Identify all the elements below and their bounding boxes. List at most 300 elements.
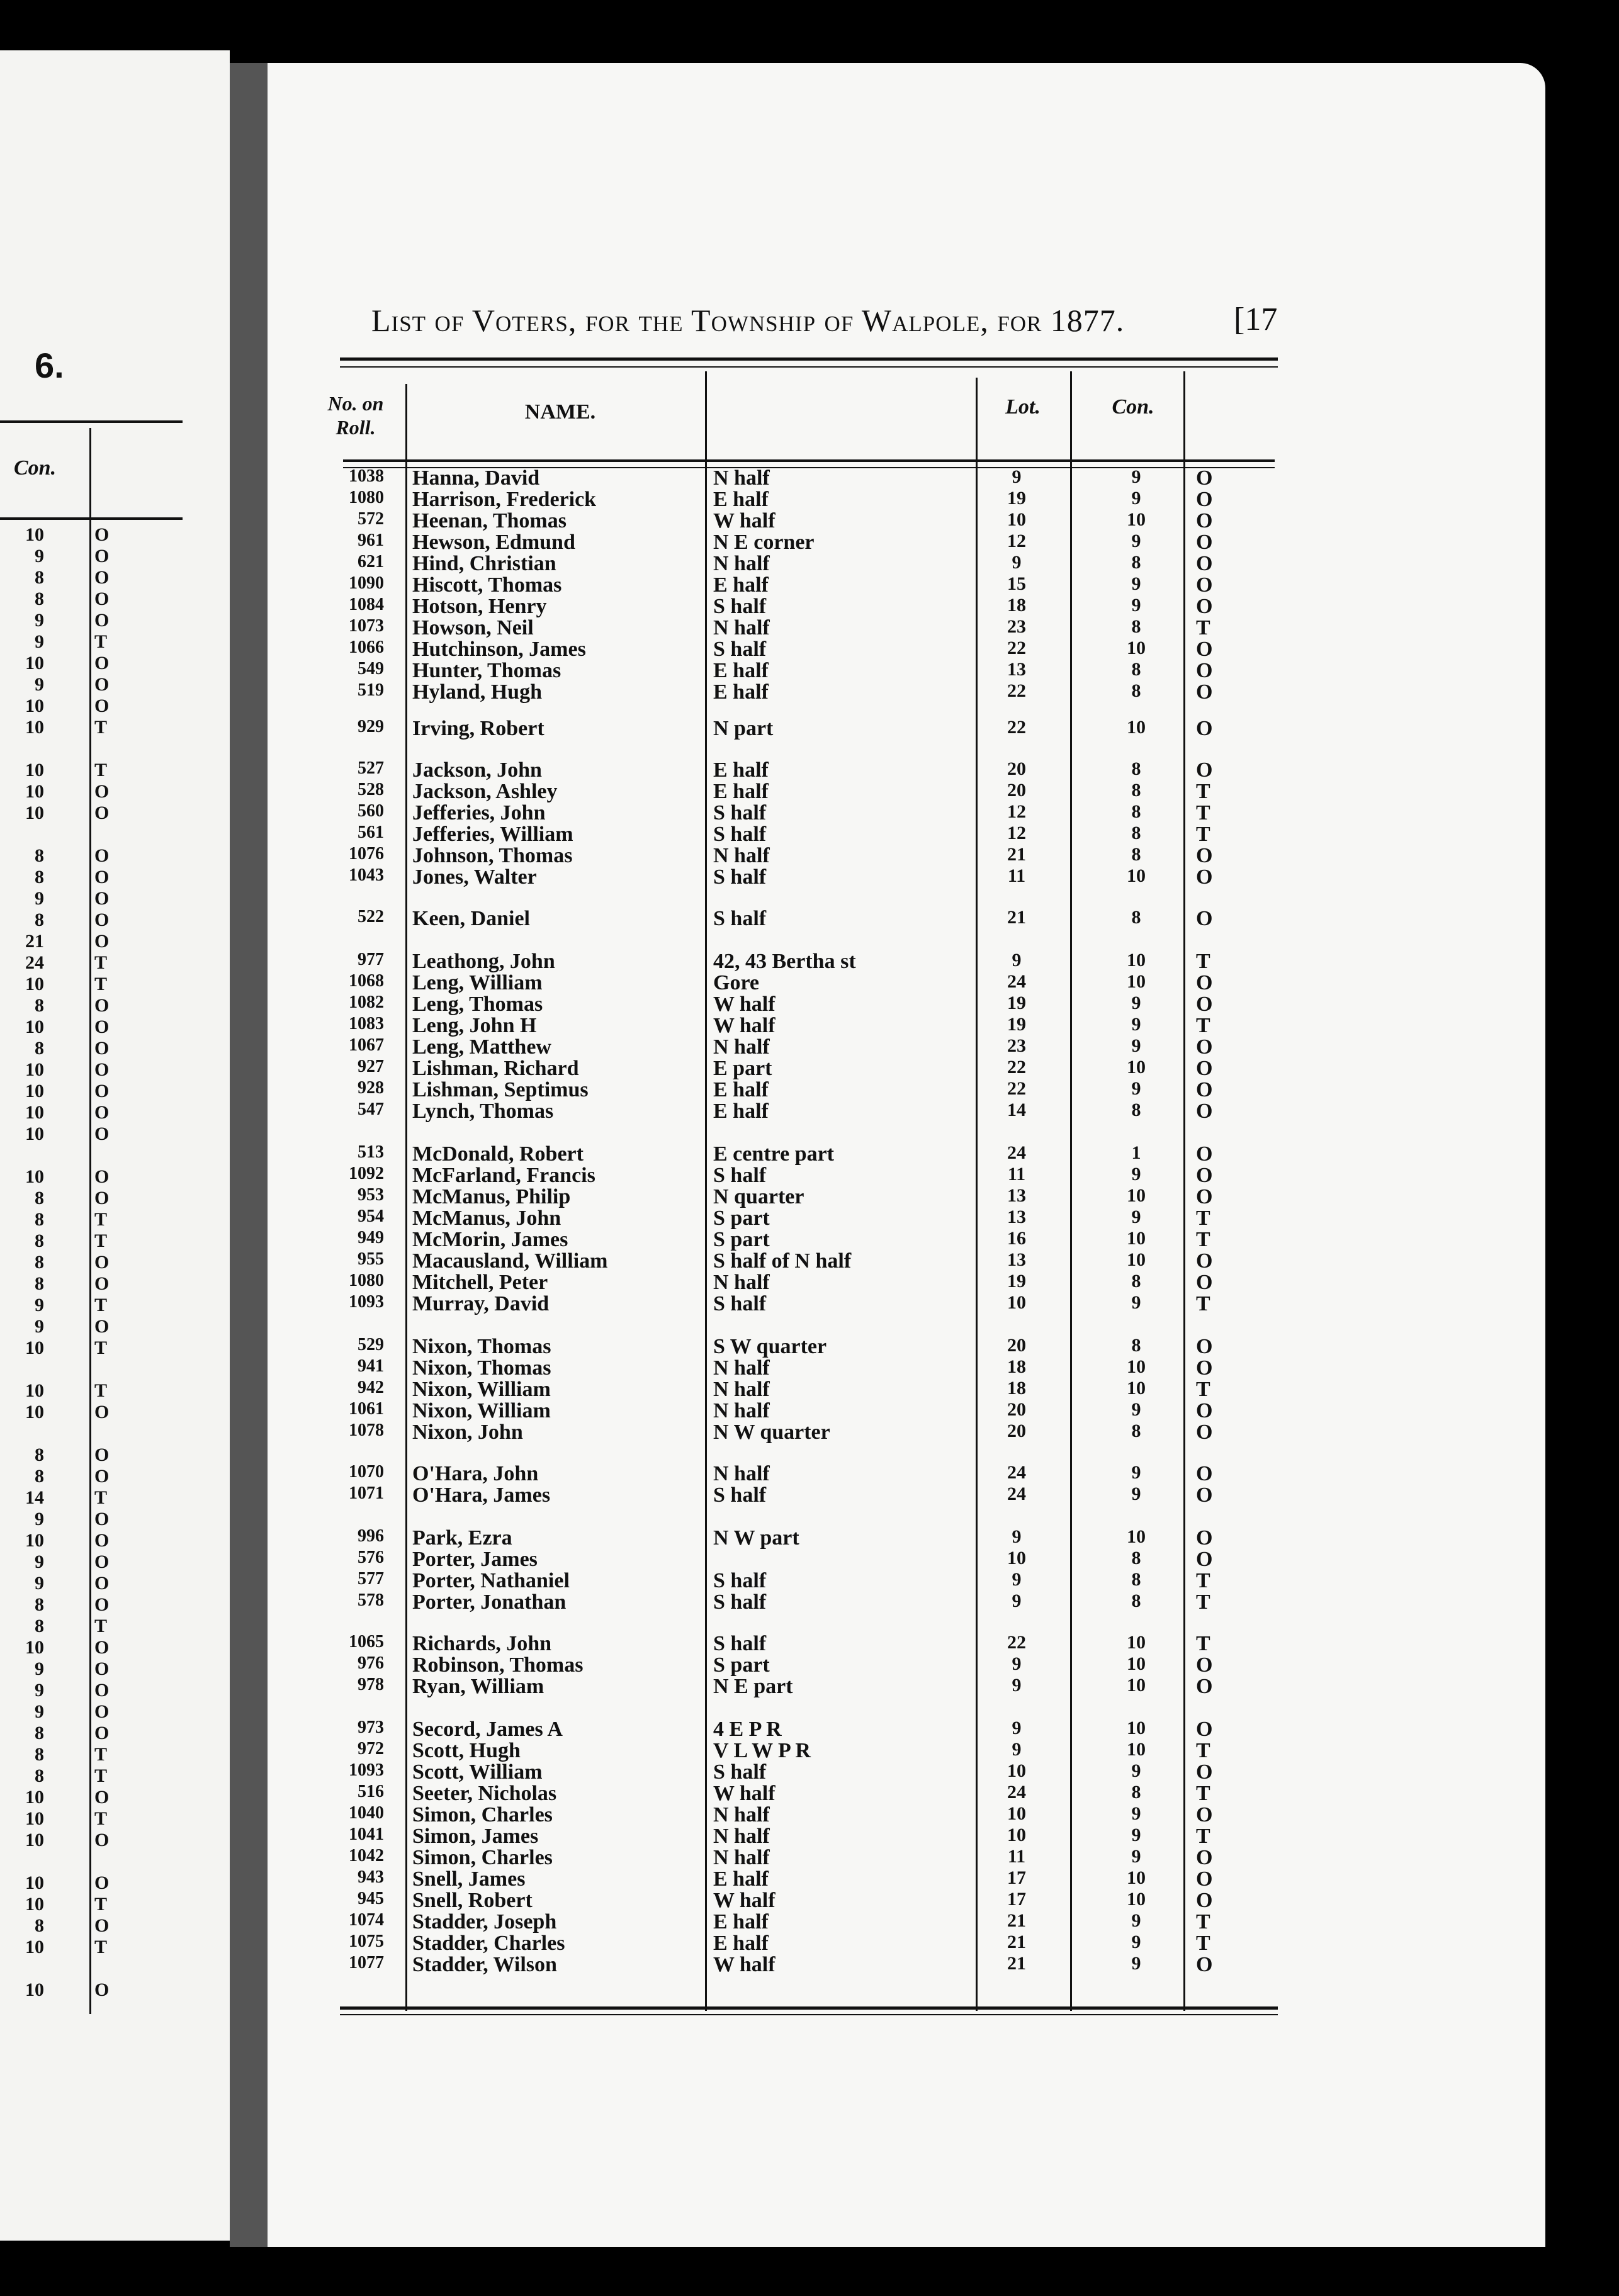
voter-name: Porter, Nathaniel [412, 1569, 570, 1592]
left-code-value: O [94, 1979, 110, 2000]
left-con-value: 9 [35, 610, 44, 631]
left-con-value: 10 [25, 1872, 44, 1893]
lot-number: 21 [1007, 907, 1026, 928]
concession-number: 9 [1131, 466, 1141, 487]
left-con-value: 10 [25, 1123, 44, 1144]
roll-number: 549 [358, 659, 384, 678]
left-code-value: O [94, 1830, 110, 1850]
left-con-value: 8 [35, 845, 44, 866]
land-description: E half [713, 573, 769, 597]
concession-number: 10 [1127, 1228, 1146, 1249]
lot-number: 22 [1007, 717, 1026, 738]
lot-number: 13 [1007, 1185, 1026, 1206]
voter-name: Keen, Daniel [412, 907, 530, 930]
concession-number: 9 [1131, 1014, 1141, 1035]
status-code: O [1196, 680, 1213, 704]
voter-name: Simon, Charles [412, 1846, 553, 1869]
voter-name: Jefferies, William [412, 823, 573, 846]
concession-number: 9 [1131, 1078, 1141, 1099]
left-code-value: T [94, 974, 108, 994]
land-description: N half [713, 1825, 770, 1848]
status-code: O [1196, 1760, 1213, 1784]
roll-number: 621 [358, 552, 384, 571]
land-description: S half [713, 1292, 767, 1315]
roll-number: 953 [358, 1185, 384, 1205]
concession-number: 8 [1131, 616, 1141, 637]
roll-number: 1075 [349, 1932, 384, 1951]
left-code-value: O [94, 1680, 110, 1701]
status-code: O [1196, 1462, 1213, 1485]
lot-con-divider [1070, 371, 1072, 2011]
left-code-value: O [94, 546, 110, 566]
left-code-value: T [94, 1765, 108, 1786]
status-code: O [1196, 844, 1213, 867]
left-code-value: O [94, 1188, 110, 1208]
roll-number: 942 [358, 1378, 384, 1397]
left-code-value: T [94, 1337, 108, 1358]
status-code: T [1196, 801, 1210, 824]
left-con-value: 9 [35, 1680, 44, 1701]
roll-number: 1066 [349, 638, 384, 657]
roll-number: 1092 [349, 1164, 384, 1183]
concession-number: 9 [1131, 1953, 1141, 1974]
left-con-value: 8 [35, 567, 44, 588]
left-con-value: 10 [25, 695, 44, 716]
roll-number: 1084 [349, 595, 384, 614]
voter-name: Hunter, Thomas [412, 659, 561, 682]
roll-number: 528 [358, 780, 384, 799]
left-code-value: O [94, 1316, 110, 1337]
status-code: O [1196, 1100, 1213, 1123]
roll-number: 1078 [349, 1421, 384, 1440]
voter-name: Howson, Neil [412, 616, 534, 639]
left-con-value: 10 [25, 1787, 44, 1808]
land-description: W half [713, 1014, 776, 1037]
left-con-value: 10 [25, 1830, 44, 1850]
roll-number: 945 [358, 1889, 384, 1908]
concession-number: 8 [1131, 1548, 1141, 1568]
lot-number: 9 [1012, 1569, 1022, 1590]
lot-number: 10 [1007, 1803, 1026, 1824]
left-con-value: 10 [25, 1102, 44, 1123]
left-code-value: O [94, 1787, 110, 1808]
left-con-value: 21 [25, 931, 44, 952]
lot-number: 19 [1007, 993, 1026, 1013]
table-rule-bottom [340, 2006, 1278, 2010]
roll-number: 578 [358, 1590, 384, 1610]
concession-number: 9 [1131, 993, 1141, 1013]
voter-name: Hiscott, Thomas [412, 573, 562, 597]
lot-number: 10 [1007, 509, 1026, 530]
land-description: N E corner [713, 531, 815, 554]
lot-number: 21 [1007, 1953, 1026, 1974]
land-description: E half [713, 1100, 769, 1123]
land-description: E half [713, 1078, 769, 1101]
lot-number: 13 [1007, 1249, 1026, 1270]
left-code-value: O [94, 1466, 110, 1487]
land-description: S half [713, 1760, 767, 1784]
roll-number: 1083 [349, 1014, 384, 1033]
voter-name: Harrison, Frederick [412, 488, 597, 511]
con-code-divider [1183, 371, 1185, 2011]
concession-number: 9 [1131, 1932, 1141, 1952]
left-con-value: 10 [25, 760, 44, 780]
voter-name: Scott, Hugh [412, 1739, 521, 1762]
left-code-value: T [94, 1487, 108, 1508]
left-code-value: O [94, 1273, 110, 1294]
left-code-value: O [94, 931, 110, 952]
lot-number: 11 [1007, 1164, 1026, 1185]
left-con-value: 10 [25, 1380, 44, 1401]
left-code-value: T [94, 1230, 108, 1251]
lot-number: 19 [1007, 1014, 1026, 1035]
lot-number: 9 [1012, 950, 1022, 971]
status-code: O [1196, 1185, 1213, 1208]
land-description: E half [713, 758, 769, 782]
concession-number: 9 [1131, 1846, 1141, 1867]
voter-name: Jackson, John [412, 758, 542, 782]
left-con-value: 8 [35, 1915, 44, 1936]
voter-name: McManus, Philip [412, 1185, 571, 1208]
left-code-value: O [94, 1402, 110, 1422]
status-code: O [1196, 552, 1213, 575]
left-con-value: 14 [25, 1487, 44, 1508]
land-description: W half [713, 993, 776, 1016]
roll-number: 513 [358, 1142, 384, 1162]
left-code-value: O [94, 674, 110, 695]
lot-number: 20 [1007, 1399, 1026, 1420]
voter-name: Secord, James A [412, 1718, 563, 1741]
left-code-value: O [94, 1123, 110, 1144]
voter-name: Nixon, Thomas [412, 1356, 551, 1380]
left-con-value: 8 [35, 1230, 44, 1251]
roll-number: 1090 [349, 573, 384, 593]
status-code: T [1196, 1782, 1210, 1805]
left-con-value: 10 [25, 1166, 44, 1187]
left-code-value: T [94, 1744, 108, 1765]
left-con-value: 10 [25, 781, 44, 802]
left-code-value: O [94, 1038, 110, 1059]
status-code: T [1196, 823, 1210, 846]
land-description: N half [713, 1462, 770, 1485]
roll-number: 527 [358, 758, 384, 778]
concession-number: 8 [1131, 823, 1141, 843]
status-code: O [1196, 509, 1213, 532]
voter-name: Hanna, David [412, 466, 540, 490]
voter-name: Jones, Walter [412, 865, 537, 889]
lot-number: 10 [1007, 1292, 1026, 1313]
land-description: S part [713, 1653, 770, 1677]
concession-number: 9 [1131, 1292, 1141, 1313]
left-con-value: 9 [35, 546, 44, 566]
voter-name: Snell, Robert [412, 1889, 533, 1912]
left-con-value: 10 [25, 1402, 44, 1422]
land-description: S half [713, 1569, 767, 1592]
status-code: O [1196, 1718, 1213, 1741]
left-code-value: O [94, 1723, 110, 1743]
status-code: O [1196, 717, 1213, 740]
left-code-value: T [94, 952, 108, 973]
land-description: S half [713, 1632, 767, 1655]
left-code-value: O [94, 610, 110, 631]
left-con-value: 10 [25, 653, 44, 673]
voter-name: Heenan, Thomas [412, 509, 567, 532]
status-code: T [1196, 1378, 1210, 1401]
left-con-value: 9 [35, 1701, 44, 1722]
left-code-value: O [94, 588, 110, 609]
concession-number: 10 [1127, 1632, 1146, 1653]
concession-number: 10 [1127, 950, 1146, 971]
roll-number: 1061 [349, 1399, 384, 1419]
roll-number: 576 [358, 1548, 384, 1567]
roll-number: 943 [358, 1867, 384, 1887]
lot-number: 14 [1007, 1100, 1026, 1120]
roll-number: 1068 [349, 971, 384, 991]
lot-column-header: Lot. [1005, 395, 1041, 419]
left-code-value: O [94, 1016, 110, 1037]
left-code-value: T [94, 760, 108, 780]
concession-number: 10 [1127, 1249, 1146, 1270]
status-code: T [1196, 950, 1210, 973]
voter-name: Lynch, Thomas [412, 1100, 554, 1123]
title-rule-thin [340, 366, 1278, 368]
roll-number: 1082 [349, 993, 384, 1012]
left-con-value: 8 [35, 1038, 44, 1059]
voter-name: Nixon, Thomas [412, 1335, 551, 1358]
left-code-value: O [94, 1166, 110, 1187]
roll-number: 973 [358, 1718, 384, 1737]
concession-number: 8 [1131, 1335, 1141, 1356]
concession-number: 8 [1131, 1590, 1141, 1611]
lot-number: 18 [1007, 1378, 1026, 1398]
status-code: O [1196, 659, 1213, 682]
status-code: O [1196, 865, 1213, 889]
roll-number: 1080 [349, 1271, 384, 1290]
voter-name: Snell, James [412, 1867, 526, 1891]
left-con-value: 9 [35, 888, 44, 909]
status-code: O [1196, 1078, 1213, 1101]
status-code: T [1196, 616, 1210, 639]
roll-number: 961 [358, 531, 384, 550]
left-code-value: O [94, 1102, 110, 1123]
land-description: N quarter [713, 1185, 804, 1208]
land-description: E half [713, 1910, 769, 1933]
status-code: T [1196, 1228, 1210, 1251]
land-description: E half [713, 1867, 769, 1891]
lot-number: 22 [1007, 638, 1026, 658]
land-description: N half [713, 1846, 770, 1869]
left-code-value: T [94, 1209, 108, 1230]
left-code-value: T [94, 717, 108, 738]
left-column-rule [89, 428, 91, 2014]
land-description: N part [713, 717, 774, 740]
roll-number: 978 [358, 1675, 384, 1694]
lot-number: 20 [1007, 1421, 1026, 1441]
land-description: E centre part [713, 1142, 834, 1166]
voter-name: Jackson, Ashley [412, 780, 558, 803]
voter-name: Murray, David [412, 1292, 550, 1315]
left-con-value: 8 [35, 1744, 44, 1765]
concession-number: 9 [1131, 1483, 1141, 1504]
name-desc-divider [705, 371, 707, 2011]
status-code: O [1196, 1421, 1213, 1444]
voter-name: Park, Ezra [412, 1526, 512, 1550]
land-description: N half [713, 844, 770, 867]
land-description: N half [713, 1399, 770, 1422]
left-con-value: 9 [35, 1658, 44, 1679]
voter-name: Stadder, Joseph [412, 1910, 557, 1933]
voter-name: McFarland, Francis [412, 1164, 595, 1187]
concession-number: 9 [1131, 573, 1141, 594]
left-code-value: O [94, 1658, 110, 1679]
lot-number: 20 [1007, 758, 1026, 779]
voter-name: Irving, Robert [412, 717, 544, 740]
voter-name: Leng, Matthew [412, 1035, 551, 1059]
concession-number: 8 [1131, 1421, 1141, 1441]
roll-number: 955 [358, 1249, 384, 1269]
lot-number: 22 [1007, 680, 1026, 701]
concession-number: 9 [1131, 1399, 1141, 1420]
land-description: 4 E P R [713, 1718, 782, 1741]
concession-number: 8 [1131, 907, 1141, 928]
left-con-header: Con. [14, 456, 57, 480]
voter-name: Hewson, Edmund [412, 531, 575, 554]
lot-number: 13 [1007, 659, 1026, 680]
voter-name: Richards, John [412, 1632, 552, 1655]
status-code: O [1196, 1483, 1213, 1507]
status-code: O [1196, 907, 1213, 930]
concession-number: 9 [1131, 1462, 1141, 1483]
status-code: T [1196, 1292, 1210, 1315]
roll-number: 977 [358, 950, 384, 969]
roll-number: 1093 [349, 1760, 384, 1780]
status-code: T [1196, 1590, 1210, 1614]
roll-number: 1043 [349, 865, 384, 885]
page-number: [17 [1234, 301, 1278, 337]
voter-name: Leng, William [412, 971, 543, 994]
left-code-value: O [94, 1573, 110, 1594]
left-con-value: 9 [35, 631, 44, 652]
voter-name: Seeter, Nicholas [412, 1782, 557, 1805]
left-con-value: 10 [25, 524, 44, 545]
lot-number: 11 [1007, 1846, 1026, 1867]
left-con-value: 24 [25, 952, 44, 973]
left-con-value: 10 [25, 1808, 44, 1829]
status-code: O [1196, 1399, 1213, 1422]
land-description: N half [713, 616, 770, 639]
left-rule-top [0, 420, 183, 423]
land-description: S half [713, 1164, 767, 1187]
left-con-value: 10 [25, 1937, 44, 1957]
voter-name: Nixon, John [412, 1421, 523, 1444]
concession-number: 10 [1127, 1889, 1146, 1910]
concession-number: 8 [1131, 659, 1141, 680]
concession-number: 9 [1131, 531, 1141, 551]
concession-number: 9 [1131, 1207, 1141, 1227]
land-description: S W quarter [713, 1335, 827, 1358]
lot-number: 9 [1012, 1653, 1022, 1674]
lot-number: 11 [1007, 865, 1026, 886]
lot-number: 24 [1007, 1782, 1026, 1803]
roll-number: 927 [358, 1057, 384, 1076]
roll-number: 1070 [349, 1462, 384, 1482]
lot-number: 23 [1007, 616, 1026, 637]
desc-lot-divider [976, 378, 978, 2011]
status-code: O [1196, 595, 1213, 618]
left-con-value: 8 [35, 909, 44, 930]
land-description: E half [713, 659, 769, 682]
status-code: T [1196, 1825, 1210, 1848]
roll-number: 949 [358, 1228, 384, 1247]
voter-name: Robinson, Thomas [412, 1653, 584, 1677]
concession-number: 10 [1127, 1185, 1146, 1206]
concession-number: 10 [1127, 1378, 1146, 1398]
lot-number: 24 [1007, 1483, 1026, 1504]
roll-number: 1074 [349, 1910, 384, 1930]
status-code: O [1196, 466, 1213, 490]
left-code-value: O [94, 995, 110, 1016]
land-description: W half [713, 1889, 776, 1912]
left-code-value: T [94, 1380, 108, 1401]
lot-number: 17 [1007, 1889, 1026, 1910]
lot-number: 17 [1007, 1867, 1026, 1888]
left-con-value: 8 [35, 1209, 44, 1230]
left-code-value: O [94, 1059, 110, 1080]
lot-number: 15 [1007, 573, 1026, 594]
concession-number: 8 [1131, 680, 1141, 701]
status-code: O [1196, 1057, 1213, 1080]
voter-name: Macausland, William [412, 1249, 608, 1273]
lot-number: 19 [1007, 1271, 1026, 1292]
land-description: S half [713, 907, 767, 930]
left-con-value: 10 [25, 1894, 44, 1915]
roll-number: 1071 [349, 1483, 384, 1503]
status-code: O [1196, 1526, 1213, 1550]
left-con-value: 8 [35, 588, 44, 609]
left-code-value: O [94, 567, 110, 588]
status-code: O [1196, 1867, 1213, 1891]
page-gutter [230, 63, 268, 2247]
left-code-value: T [94, 1894, 108, 1915]
status-code: O [1196, 758, 1213, 782]
land-description: E half [713, 780, 769, 803]
land-description: S half [713, 801, 767, 824]
voter-name: Leng, Thomas [412, 993, 543, 1016]
status-code: O [1196, 1803, 1213, 1826]
roll-number: 954 [358, 1207, 384, 1226]
voter-name: McMorin, James [412, 1228, 568, 1251]
lot-number: 16 [1007, 1228, 1026, 1249]
lot-number: 19 [1007, 488, 1026, 509]
land-description: N half [713, 1035, 770, 1059]
left-con-value: 10 [25, 1081, 44, 1101]
left-code-value: O [94, 1252, 110, 1273]
left-code-value: T [94, 1937, 108, 1957]
status-code: T [1196, 1207, 1210, 1230]
land-description: E half [713, 488, 769, 511]
status-code: T [1196, 780, 1210, 803]
land-description: S half of N half [713, 1249, 852, 1273]
concession-number: 10 [1127, 1356, 1146, 1377]
page-title: List of Voters, for the Township of Walpole, for 1877. [371, 303, 1125, 338]
left-code-value: T [94, 1616, 108, 1636]
land-description: E half [713, 680, 769, 704]
lot-number: 10 [1007, 1760, 1026, 1781]
roll-number: 1076 [349, 844, 384, 864]
left-con-value: 10 [25, 1337, 44, 1358]
left-code-value: O [94, 867, 110, 887]
left-code-value: O [94, 524, 110, 545]
